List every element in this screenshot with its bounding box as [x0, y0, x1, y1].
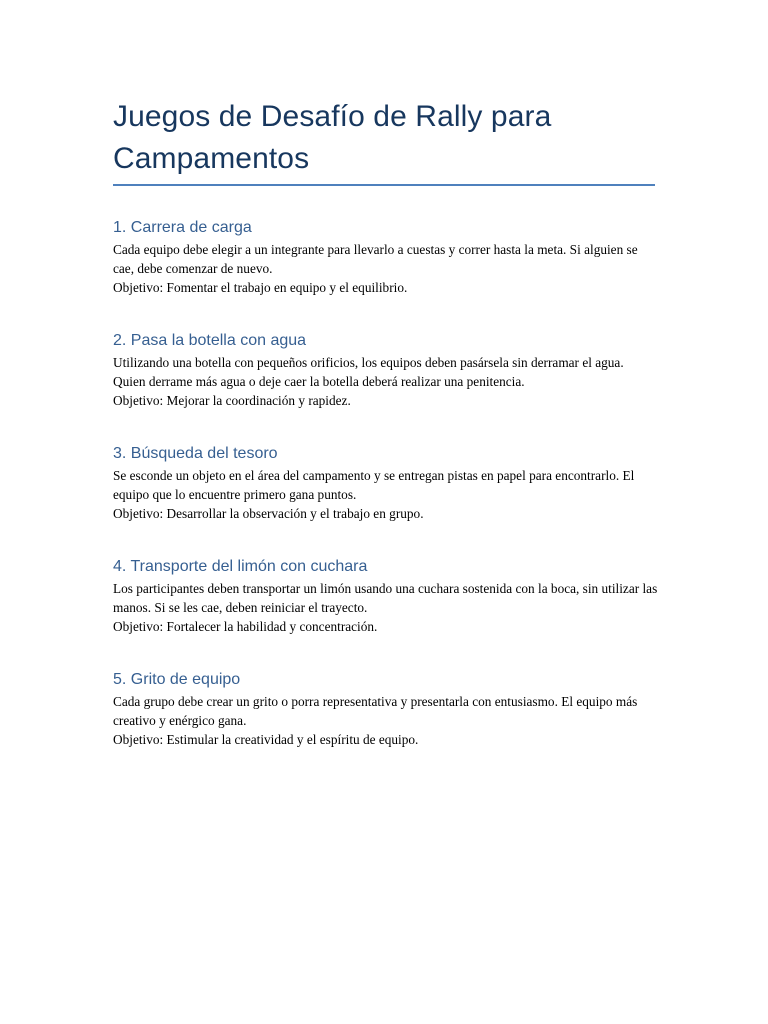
section-pasa-la-botella: [113, 331, 658, 410]
section-heading: 3. Búsqueda del tesoro: [113, 445, 278, 462]
section-body: [113, 466, 658, 523]
section-grito-de-equipo: [113, 670, 658, 749]
title-underline-rule: [113, 184, 655, 186]
section-heading: 2. Pasa la botella con agua: [113, 332, 307, 349]
section-heading: 4. Transporte del limón con cuchara: [113, 558, 368, 575]
section-description: Utilizando una botella con pequeños orificios, los equipos deben pasársela sin derramar el agua. Quien derrame más agua o deje caer la botella deberá realizar una penitencia.: [113, 355, 624, 389]
section-objective: Objetivo: Mejorar la coordinación y rapidez.: [113, 393, 351, 408]
section-body: [113, 240, 658, 297]
section-body: [113, 353, 658, 410]
section-description: Cada equipo debe elegir a un integrante para llevarlo a cuestas y correr hasta la meta. Si alguien se cae, debe comenzar de nuevo.: [113, 242, 638, 276]
section-objective: Objetivo: Fortalecer la habilidad y concentración.: [113, 619, 378, 634]
document-page: [113, 96, 658, 749]
section-body: [113, 579, 658, 636]
section-objective: Objetivo: Desarrollar la observación y el trabajo en grupo.: [113, 506, 424, 521]
section-body: [113, 692, 658, 749]
section-carrera-de-carga: [113, 218, 658, 297]
section-heading: 5. Grito de equipo: [113, 671, 241, 688]
section-heading: 1. Carrera de carga: [113, 219, 252, 236]
section-objective: Objetivo: Estimular la creatividad y el espíritu de equipo.: [113, 732, 419, 747]
section-description: Cada grupo debe crear un grito o porra representativa y presentarla con entusiasmo. El equipo más creativo y enérgico gana.: [113, 694, 638, 728]
section-description: Los participantes deben transportar un limón usando una cuchara sostenida con la boca, sin utilizar las manos. Si se les cae, deben reiniciar el trayecto.: [113, 581, 658, 615]
section-busqueda-del-tesoro: [113, 444, 658, 523]
section-objective: Objetivo: Fomentar el trabajo en equipo y el equilibrio.: [113, 280, 408, 295]
section-transporte-del-limon: [113, 557, 658, 636]
document-title: Juegos de Desafío de Rally para Campamentos: [113, 100, 552, 175]
section-description: Se esconde un objeto en el área del campamento y se entregan pistas en papel para encontrarlo. El equipo que lo encuentre primero gana puntos.: [113, 468, 635, 502]
